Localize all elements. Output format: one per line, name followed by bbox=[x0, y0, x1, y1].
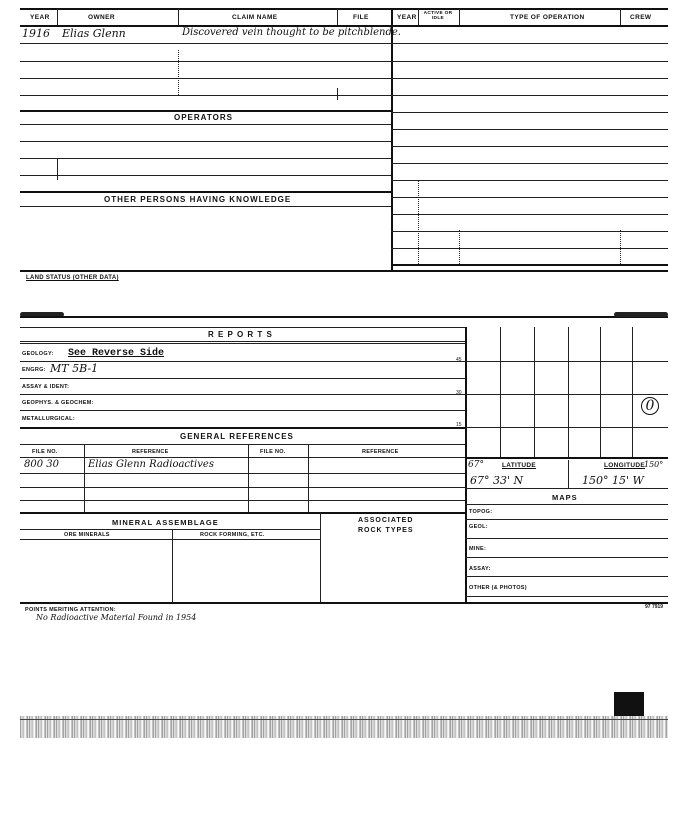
other-persons-title: OTHER PERSONS HAVING KNOWLEDGE bbox=[104, 195, 292, 204]
metallurgical-label: METALLURGICAL: bbox=[22, 416, 75, 422]
scale-15: 15 bbox=[456, 422, 462, 428]
engrg-label: ENGRG: bbox=[22, 367, 46, 373]
owner-row-year: 1916 bbox=[22, 27, 50, 40]
header-active-idle: ACTIVE OR IDLE bbox=[423, 11, 453, 21]
associated-rock-types-line1: ASSOCIATED bbox=[358, 517, 414, 524]
reports-title: R E P O R T S bbox=[208, 330, 273, 339]
separator-bar-right bbox=[614, 312, 668, 317]
owner-row-claim-name: Discovered vein thought to be pitchblende. bbox=[182, 27, 401, 38]
maps-other-label: OTHER (& PHOTOS) bbox=[469, 585, 527, 591]
ref-file-no-label-2: FILE NO. bbox=[260, 449, 286, 455]
scale-30: 30 bbox=[456, 390, 462, 396]
engrg-value: MT 5B-1 bbox=[50, 362, 99, 375]
ref-row-file-no: 800 30 bbox=[24, 459, 59, 470]
general-references-title: GENERAL REFERENCES bbox=[180, 432, 294, 441]
latitude-degree-top: 67° bbox=[468, 460, 484, 470]
ref-reference-label: REFERENCE bbox=[132, 449, 169, 455]
maps-title: MAPS bbox=[552, 493, 578, 502]
ref-row-reference: Elias Glenn Radioactives bbox=[88, 459, 214, 470]
header-file: FILE bbox=[353, 14, 369, 21]
mineral-assemblage-title: MINERAL ASSEMBLAGE bbox=[112, 518, 219, 527]
latitude-value: 67° 33' N bbox=[470, 474, 524, 487]
latitude-label: LATITUDE bbox=[502, 462, 537, 469]
geology-value: See Reverse Side bbox=[68, 348, 165, 359]
header-year: YEAR bbox=[30, 14, 50, 21]
scan-black-mark bbox=[614, 692, 644, 716]
land-status-area bbox=[20, 286, 668, 310]
header-type-of-operation: TYPE OF OPERATION bbox=[510, 14, 585, 21]
scale-45: 45 bbox=[456, 357, 462, 363]
points-meriting-note: No Radioactive Material Found in 1954 bbox=[36, 613, 197, 622]
owner-row-owner: Elias Glenn bbox=[62, 27, 126, 40]
header-claim-name: CLAIM NAME bbox=[232, 14, 278, 21]
ore-minerals-label: ORE MINERALS bbox=[64, 532, 110, 538]
associated-rock-types-line2: ROCK TYPES bbox=[358, 527, 414, 534]
header-year-2: YEAR bbox=[397, 14, 417, 21]
ref-file-no-label: FILE NO. bbox=[32, 449, 58, 455]
points-meriting-label: POINTS MERITING ATTENTION: bbox=[25, 607, 116, 613]
longitude-label: LONGITUDE bbox=[604, 462, 645, 469]
longitude-value: 150° 15' W bbox=[582, 474, 644, 487]
header-crew: CREW bbox=[630, 14, 652, 21]
circled-number: 0 bbox=[641, 397, 659, 415]
rock-forming-label: ROCK FORMING, ETC. bbox=[200, 532, 265, 538]
maps-assay-label: ASSAY: bbox=[469, 566, 491, 572]
maps-topog-label: TOPOG: bbox=[469, 509, 493, 515]
geophys-geochem-label: GEOPHYS. & GEOCHEM: bbox=[22, 400, 94, 406]
form-number: 97 7919 bbox=[645, 604, 664, 610]
longitude-degree-top: 150° bbox=[644, 460, 664, 469]
maps-mine-label: MINE: bbox=[469, 546, 487, 552]
ref-reference-label-2: REFERENCE bbox=[362, 449, 399, 455]
geology-label: GEOLOGY: bbox=[22, 351, 54, 357]
land-status-label: LAND STATUS (OTHER DATA) bbox=[26, 275, 119, 281]
operators-title: OPERATORS bbox=[174, 113, 233, 122]
header-owner: OWNER bbox=[88, 14, 115, 21]
assay-ident-label: ASSAY & IDENT: bbox=[22, 384, 70, 390]
maps-geol-label: GEOL: bbox=[469, 524, 488, 530]
